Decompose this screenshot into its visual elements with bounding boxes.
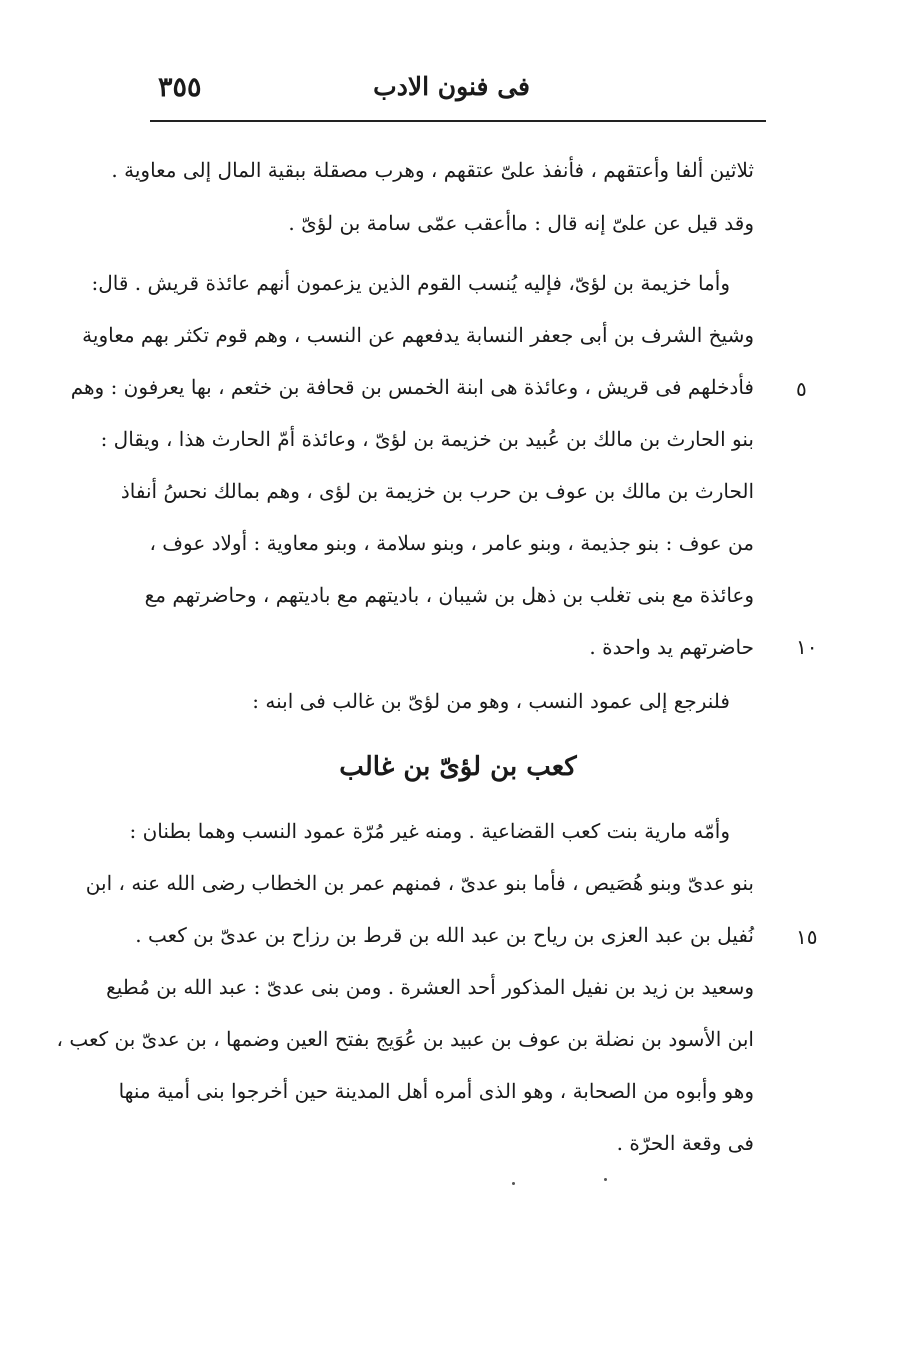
text-line: وأمّه مارية بنت كعب القضاعية . ومنه غير مُرّة عمود النسب وهما بطنان : bbox=[129, 819, 730, 843]
text-line: فى وقعة الحرّة . bbox=[616, 1131, 754, 1155]
text-line: وهو وأبوه من الصحابة ، وهو الذى أمره أهل المدينة حين أخرجوا بنى أمية منها bbox=[118, 1079, 754, 1103]
text-line: حاضرتهم يد واحدة . bbox=[589, 635, 754, 659]
text-line: وقد قيل عن علىّ إنه قال : ماأعقب عمّى سامة بن لؤىّ . bbox=[288, 211, 754, 235]
line-number: ١٠ bbox=[796, 635, 818, 659]
page-header bbox=[150, 68, 766, 116]
scan-speck bbox=[512, 1182, 515, 1185]
text-line: نُفيل بن عبد العزى بن رياح بن عبد الله بن قرط بن رزاح بن عدىّ بن كعب . bbox=[135, 923, 754, 947]
text-line: فأدخلهم فى قريش ، وعائذة هى ابنة الخمس بن قحافة بن خثعم ، بها يعرفون : وهم bbox=[70, 375, 754, 399]
line-number: ٥ bbox=[796, 377, 807, 401]
running-title: فى فنون الادب bbox=[373, 72, 530, 101]
page-number: ٣٥٥ bbox=[158, 72, 202, 103]
text-line: ثلاثين ألفا وأعتقهم ، فأنفذ علىّ عتقهم ، وهرب مصقلة ببقية المال إلى معاوية . bbox=[111, 158, 754, 182]
text-line: بنو الحارث بن مالك بن عُبيد بن خزيمة بن لؤىّ ، وعائذة أمّ الحارث هذا ، ويقال : bbox=[100, 427, 754, 451]
scan-speck bbox=[604, 1178, 607, 1181]
text-line: من عوف : بنو جذيمة ، وبنو عامر ، وبنو سلامة ، وبنو معاوية : أولاد عوف ، bbox=[149, 531, 754, 555]
line-number: ١٥ bbox=[796, 925, 818, 949]
section-heading: كعب بن لؤىّ بن غالب bbox=[339, 752, 577, 782]
text-line: بنو عدىّ وبنو هُصَيص ، فأما بنو عدىّ ، فمنهم عمر بن الخطاب رضى الله عنه ، ابن bbox=[85, 871, 754, 895]
text-line: الحارث بن مالك بن عوف بن حرب بن خزيمة بن لؤى ، وهم بمالك نحسُ أنفاذ bbox=[120, 479, 754, 503]
text-line: وسعيد بن زيد بن نفيل المذكور أحد العشرة . ومن بنى عدىّ : عبد الله بن مُطيع bbox=[106, 975, 754, 999]
header-rule bbox=[150, 120, 766, 122]
text-line: ابن الأسود بن نضلة بن عوف بن عبيد بن عُوَيج بفتح العين وضمها ، بن عدىّ بن كعب ، bbox=[56, 1027, 754, 1051]
text-line: وأما خزيمة بن لؤىّ، فإليه يُنسب القوم الذين يزعمون أنهم عائذة قريش . قال: bbox=[91, 271, 730, 295]
text-line: وعائذة مع بنى تغلب بن ذهل بن شيبان ، باديتهم مع باديتهم ، وحاضرتهم مع bbox=[144, 583, 754, 607]
text-line: فلنرجع إلى عمود النسب ، وهو من لؤىّ بن غالب فى ابنه : bbox=[252, 689, 730, 713]
text-line: وشيخ الشرف بن أبى جعفر النسابة يدفعهم عن النسب ، وهم قوم تكثر بهم معاوية bbox=[82, 323, 754, 347]
